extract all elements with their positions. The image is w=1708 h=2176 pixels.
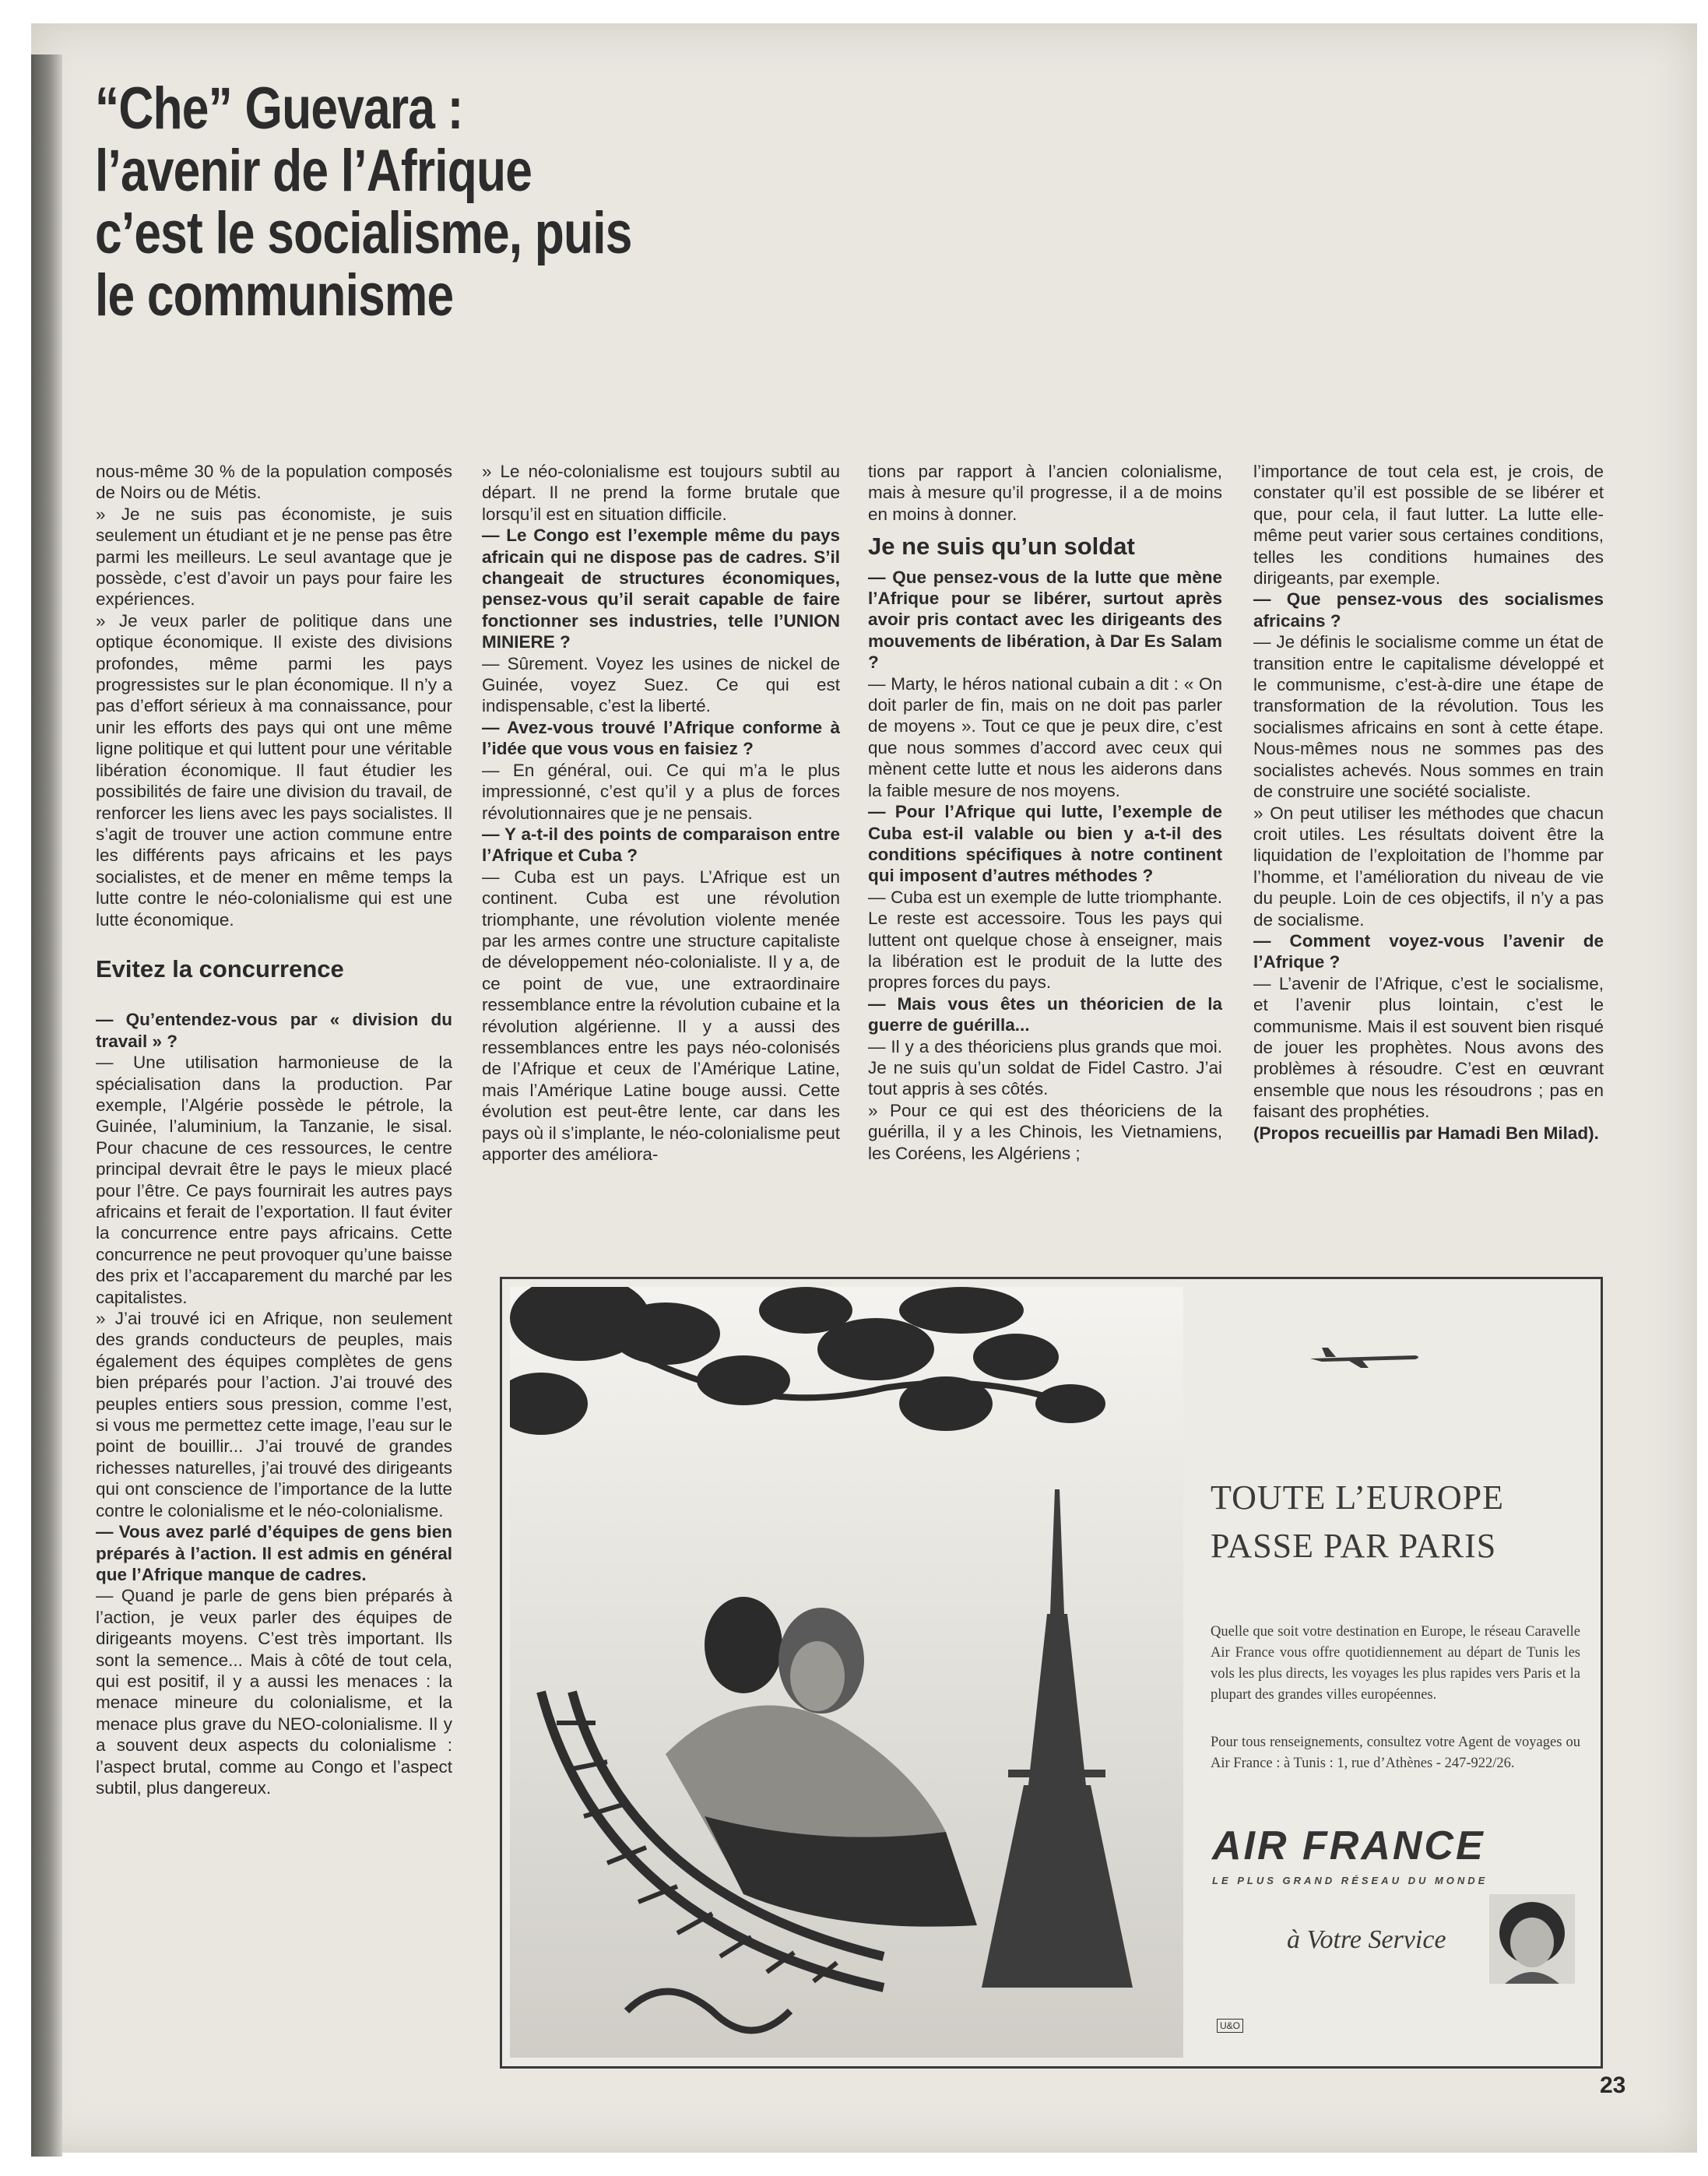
air-france-advertisement bbox=[500, 1277, 1603, 2069]
paragraph: » Le néo-colonialisme est toujours subtil au départ. Il ne prend la forme brutale que lorsqu’il est en situation difficile. bbox=[482, 462, 840, 524]
air-france-tagline: LE PLUS GRAND RÉSEAU DU MONDE bbox=[1212, 1875, 1488, 1886]
section-heading: Evitez la concurrence bbox=[96, 954, 344, 983]
page-number: 23 bbox=[1600, 2072, 1626, 2098]
article-title bbox=[95, 78, 669, 327]
hostess-portrait bbox=[1489, 1894, 1575, 1984]
paragraph: — Je définis le socialisme comme un état de transition entre le capitalisme développé et le communisme, c’est-à-dire une étape de transformation de la révolution. Tous les socialismes africains en sont à cette étape. Nous-mêmes nous ne sommes pas des socialistes achevés. Nous sommes en train de construire une société socialiste. bbox=[1253, 632, 1604, 802]
air-france-logo: AIR FRANCE bbox=[1212, 1823, 1485, 1868]
paragraph: tions par rapport à l’ancien colonialisme, mais à mesure qu’il progresse, il a de moins en moins à donner. bbox=[868, 462, 1222, 524]
paragraph: nous-même 30 % de la population composés de Noirs ou de Métis. bbox=[96, 462, 452, 503]
paragraph: » On peut utiliser les méthodes que chacun croit utiles. Les résultats doivent être la liquidation de l’exploitation de l’homme par l’homme, et l’amélioration du niveau de vie du peuple. Loin de ces objectifs, il n’y a pas de socialisme. bbox=[1253, 803, 1604, 930]
interview-question: — Que pensez-vous de la lutte que mène l’Afrique pour se libérer, surtout après avoir pris contact avec les dirigeants des mouvements de libération, à Dar Es Salam ? bbox=[868, 567, 1222, 673]
interview-question: (Propos recueillis par Hamadi Ben Milad). bbox=[1253, 1123, 1599, 1143]
interview-question: — Pour l’Afrique qui lutte, l’exemple de Cuba est-il valable ou bien y a-t-il des conditions spécifiques à notre continent qui imposent d’autres méthodes ? bbox=[868, 802, 1222, 886]
magazine-page bbox=[31, 23, 1697, 2153]
interview-question: — Y a-t-il des points de comparaison entre l’Afrique et Cuba ? bbox=[482, 824, 840, 866]
interview-question: — Mais vous êtes un théoricien de la guerre de guérilla... bbox=[868, 993, 1222, 1035]
paragraph: — Il y a des théoriciens plus grands que moi. Je ne suis qu’un soldat de Fidel Castro. J’ai tout appris à ses côtés. bbox=[868, 1036, 1222, 1099]
paragraph: — Cuba est un pays. L’Afrique est un continent. Cuba est une révolution triomphante, une révolution violente menée par les armes contre une structure capitaliste de développement néo-colonialiste. Il y a, de ce point de vue, une extraordinaire ressemblance entre la révolution cubaine et la révolution algérienne. Il y a aussi des ressemblances entre les pays néo-colonisés de l’Afrique et ceux de l’Amérique Latine, mais l’Amérique Latine bouge aussi. Cette évolution est peut-être lente, car dans les pays où il s’implante, le néo-colonialisme peut apporter des améliora- bbox=[482, 867, 840, 1164]
text-column-2 bbox=[482, 461, 840, 1165]
section-heading: Je ne suis qu’un soldat bbox=[868, 533, 1135, 561]
paragraph: — Sûrement. Voyez les usines de nickel de Guinée, voyez Suez. Ce qui est indispensable, c’est la liberté. bbox=[482, 653, 840, 716]
title-line: l’avenir de l’Afrique bbox=[95, 138, 532, 204]
paragraph: » Je ne suis pas économiste, je suis seulement un étudiant et je ne pense pas être parmi les meilleurs. Le seul avantage que je possède, c’est d’avoir un pays pour faire les expériences. bbox=[96, 504, 452, 610]
paragraph: » J’ai trouvé ici en Afrique, non seulement des grands conducteurs de peuples, mais également des équipes complètes de gens bien préparés pour l’action. J’ai trouvé des peuples entiers sous pression, comme l’est, si vous me permettez cette image, l’eau sur le point de bouillir... J’ai trouvé de grandes richesses naturelles, j’ai trouvé des dirigeants qui ont conscience de l’importance de la lutte contre le colonialisme et le néo-colonialisme. bbox=[96, 1309, 452, 1520]
title-line: c’est le socialisme, puis bbox=[95, 200, 632, 266]
ad-headline-line: TOUTE L’EUROPE bbox=[1211, 1478, 1504, 1517]
ad-contact-text: Pour tous renseignements, consultez votre Agent de voyages ou Air France : à Tunis : 1, rue d’Athènes - 247-922/26. bbox=[1211, 1735, 1580, 1771]
paragraph: » Pour ce qui est des théoriciens de la guérilla, il y a les Chinois, les Vietnamiens, les Coréens, les Algériens ; bbox=[868, 1100, 1222, 1163]
paragraph: » Je veux parler de politique dans une optique économique. Il existe des divisions profondes, même parmi les pays progressistes sur le plan économique. Il n’y a pas d’effort sérieux à ma connaissance, pour unir les efforts des pays qui ont une même ligne politique et qui luttent pour une véritable libération économique. Il faut étudier les possibilités de faire une division du travail, de renforcer les liens avec les pays socialistes. Il s’agit de trouver une action commune entre les différents pays africains et les pays socialistes, et de mener en même temps la lutte contre le néo-colonialisme qui est une lutte économique. bbox=[96, 610, 452, 930]
text-column-4 bbox=[1253, 461, 1604, 1144]
ad-copy bbox=[1201, 1279, 1590, 2066]
interview-question: — Qu’entendez-vous par « division du travail » ? bbox=[96, 1010, 452, 1051]
text-column-3 bbox=[868, 461, 1222, 1164]
text-column-1 bbox=[96, 461, 452, 1798]
paragraph: — Marty, le héros national cubain a dit : « On doit parler de fin, mais on ne doit pas parler de moyens ». Tout ce que je peux dire, c’est que nous sommes d’accord avec ceux qui mènent cette lutte et nous les aiderons dans la faible mesure de nos moyens. bbox=[868, 673, 1222, 800]
ad-service-script: à Votre Service bbox=[1287, 1925, 1446, 1954]
title-line: “Che” Guevara : bbox=[95, 76, 463, 142]
binding-edge bbox=[31, 54, 62, 2157]
interview-question: — Le Congo est l’exemple même du pays africain qui ne dispose pas de cadres. S’il changeait de structures économiques, pensez-vous qu’il serait capable de faire fonctionner ses industries, telle l’UNION MINIERE ? bbox=[482, 526, 840, 652]
ad-body-text: Quelle que soit votre destination en Europe, le réseau Caravelle Air France vous offre quotidiennement au départ de Tunis les vols les plus directs, les voyages les plus rapides vers Paris et la plupart des grandes villes européennes. bbox=[1211, 1624, 1580, 1703]
title-line: le communisme bbox=[95, 262, 454, 329]
interview-question: — Avez-vous trouvé l’Afrique conforme à l’idée que vous vous en faisiez ? bbox=[482, 717, 840, 759]
ad-headline bbox=[1211, 1474, 1584, 1570]
ad-headline-line: PASSE PAR PARIS bbox=[1211, 1527, 1497, 1565]
couple-eiffel-tower-photo bbox=[510, 1287, 1183, 2058]
paragraph: — Une utilisation harmonieuse de la spécialisation dans la production. Par exemple, l’Algérie possède le pétrole, la Guinée, l’aluminium, la Tanzanie, le sisal. Pour chacune de ces ressources, le centre principal devrait être le pays le mieux placé pour l’être. Ce pays fournirait les autres pays africains et ferait de l’exportation. Il faut éviter la concurrence entre pays africains. Cette concurrence ne peut provoquer qu’une baisse des prix et l’accaparement du marché par les capitalistes. bbox=[96, 1053, 452, 1307]
paragraph: — Quand je parle de gens bien préparés à l’action, je veux parler des équipes de dirigeants moyens. C’est très important. Ils sont la semence... Mais à côté de tout cela, qui est positif, il y a aussi les menaces : la menace mineure du colonialisme, et la menace plus grave du NEO-colonialisme. Il y a souvent deux aspects du colonialisme : l’aspect brutal, comme au Congo et l’aspect subtil, plus dangereux. bbox=[96, 1586, 452, 1798]
paragraph: — L’avenir de l’Afrique, c’est le socialisme, et l’avenir plus lointain, c’est le communisme. Mais il est souvent bien risqué de jouer les prophètes. Nous avons des problèmes à résoudre. C’est en œuvrant ensemble que nous les résoudrons ; pas en faisant des prophéties. bbox=[1253, 973, 1604, 1122]
agency-mark: U&O bbox=[1217, 2019, 1243, 2033]
airplane-icon bbox=[1306, 1341, 1423, 1373]
paragraph: — Cuba est un exemple de lutte triomphante. Le reste est accessoire. Tous les pays qui luttent ont quelque chose à enseigner, mais la libération est le produit de la lutte des propres forces du pays. bbox=[868, 887, 1222, 993]
paragraph: l’importance de tout cela est, je crois, de constater qu’il est possible de se libérer et que, pour cela, il faut lutter. La lutte elle-même peut varier sous certaines conditions, telles les conditions humaines des dirigeants, par exemple. bbox=[1253, 462, 1604, 589]
interview-question: — Vous avez parlé d’équipes de gens bien préparés à l’action. Il est admis en général que l’Afrique manque de cadres. bbox=[96, 1522, 452, 1584]
interview-question: — Comment voyez-vous l’avenir de l’Afrique ? bbox=[1253, 930, 1604, 972]
paragraph: — En général, oui. Ce qui m’a le plus impressionné, c’est qu’il y a plus de forces révolutionnaires que je ne pensais. bbox=[482, 760, 840, 823]
interview-question: — Que pensez-vous des socialismes africains ? bbox=[1253, 589, 1604, 631]
